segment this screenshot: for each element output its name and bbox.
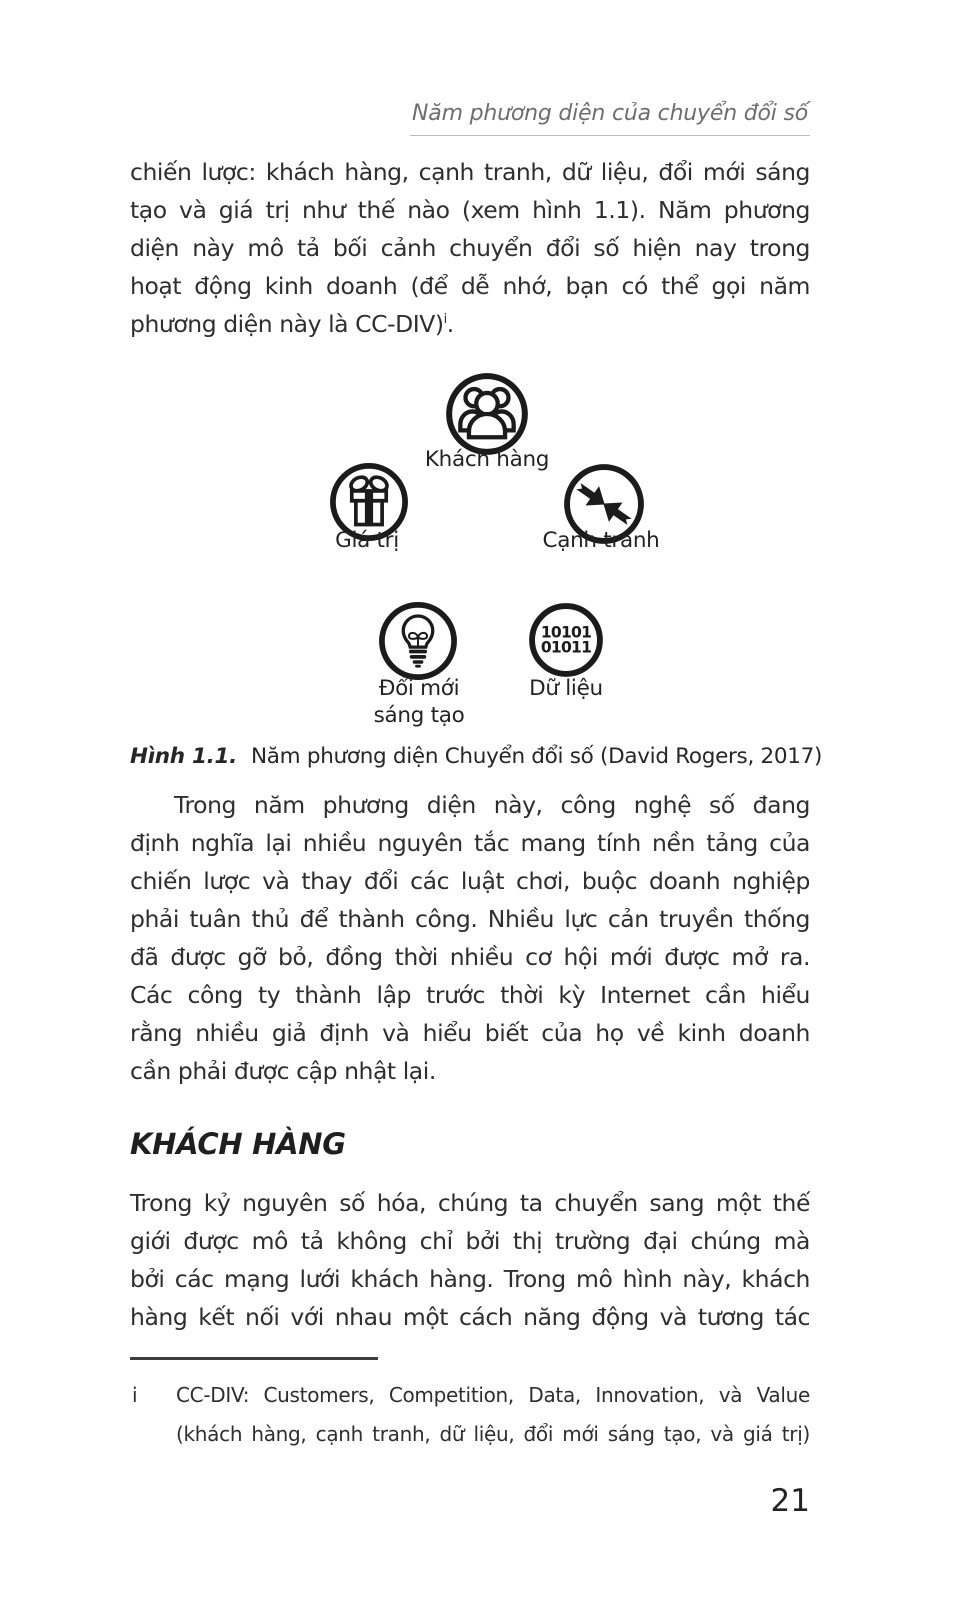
paragraph-2-line: định nghĩa lại nhiều nguyên tắc mang tính nền tảng của [130,829,810,857]
section-heading-khach-hang: KHÁCH HÀNG [130,1127,346,1161]
customers-icon [444,371,530,457]
page-number: 21 [770,1483,810,1519]
running-header-title: Năm phương diện của chuyển đổi số [410,101,810,136]
figure-caption-number: Hình 1.1. [130,744,238,769]
paragraph-2-line: phải tuân thủ để thành công. Nhiều lực cản truyền thống [130,905,810,933]
paragraph-1 [130,153,810,343]
footnote-divider [130,1357,378,1360]
paragraph-1-period: . [446,310,454,338]
customers-icon-label: Khách hàng [424,447,550,472]
paragraph-2-line: Trong năm phương diện này, công nghệ số đang [174,791,810,819]
innovation-lightbulb-icon [377,600,459,682]
figure-caption [130,744,823,769]
innovation-label-line1: Đổi mới [378,676,460,701]
binary-line2: 01011 [540,638,592,657]
value-icon-label: Giá trị [335,528,399,553]
paragraph-2-line: đã được gỡ bỏ, đồng thời nhiều cơ hội mới được mở ra. [130,943,810,971]
figure-caption-text: Năm phương diện Chuyển đổi số (David Rogers, 2017) [251,744,823,769]
paragraph-2-line: chiến lược và thay đổi các luật chơi, buộc doanh nghiệp [130,867,810,895]
paragraph-1-line: hoạt động kinh doanh (để dễ nhớ, bạn có thể gọi năm [130,272,810,300]
footnote [130,1376,810,1454]
data-binary-icon [527,601,605,679]
running-header [130,101,810,136]
paragraph-2-last-line: cần phải được cập nhật lại. [130,1057,436,1085]
innovation-label-line2: sáng tạo [373,702,465,728]
paragraph-2-line: rằng nhiều giả định và hiểu biết của họ về kinh doanh [130,1019,810,1047]
paragraph-3-line: Trong kỷ nguyên số hóa, chúng ta chuyển sang một thế [130,1189,810,1217]
paragraph-3-line: hàng kết nối với nhau một cách năng động và tương tác [130,1303,810,1331]
paragraph-3 [130,1184,810,1336]
paragraph-1-last-line [130,305,810,343]
binary-line1: 10101 [540,623,592,642]
paragraph-2-line: Các công ty thành lập trước thời kỳ Internet cần hiểu [130,981,810,1009]
paragraph-3-line: bởi các mạng lưới khách hàng. Trong mô hình này, khách [130,1265,810,1293]
footnote-row [130,1376,810,1415]
paragraph-1-line: chiến lược: khách hàng, cạnh tranh, dữ liệu, đổi mới sáng [130,158,810,186]
paragraph-1-line: tạo và giá trị như thế nào (xem hình 1.1). Năm phương [130,196,810,224]
footnote-reference: i [443,312,447,328]
footnote-line2: (khách hàng, cạnh tranh, dữ liệu, đổi mới sáng tạo, và giá trị) [176,1422,810,1446]
footnote-line1: CC-DIV: Customers, Competition, Data, Innovation, và Value [176,1383,810,1407]
paragraph-3-line: giới được mô tả không chỉ bởi thị trường đại chúng mà [130,1227,810,1255]
data-icon-label: Dữ liệu [529,676,603,701]
paragraph-1-last-text: phương diện này là CC-DIV) [130,310,444,338]
footnote-row [130,1415,810,1454]
paragraph-2 [130,786,810,1090]
competition-icon-label: Cạnh tranh [542,528,660,553]
footnote-marker: i [132,1383,138,1407]
paragraph-1-line: diện này mô tả bối cảnh chuyển đổi số hiện nay trong [130,234,810,262]
